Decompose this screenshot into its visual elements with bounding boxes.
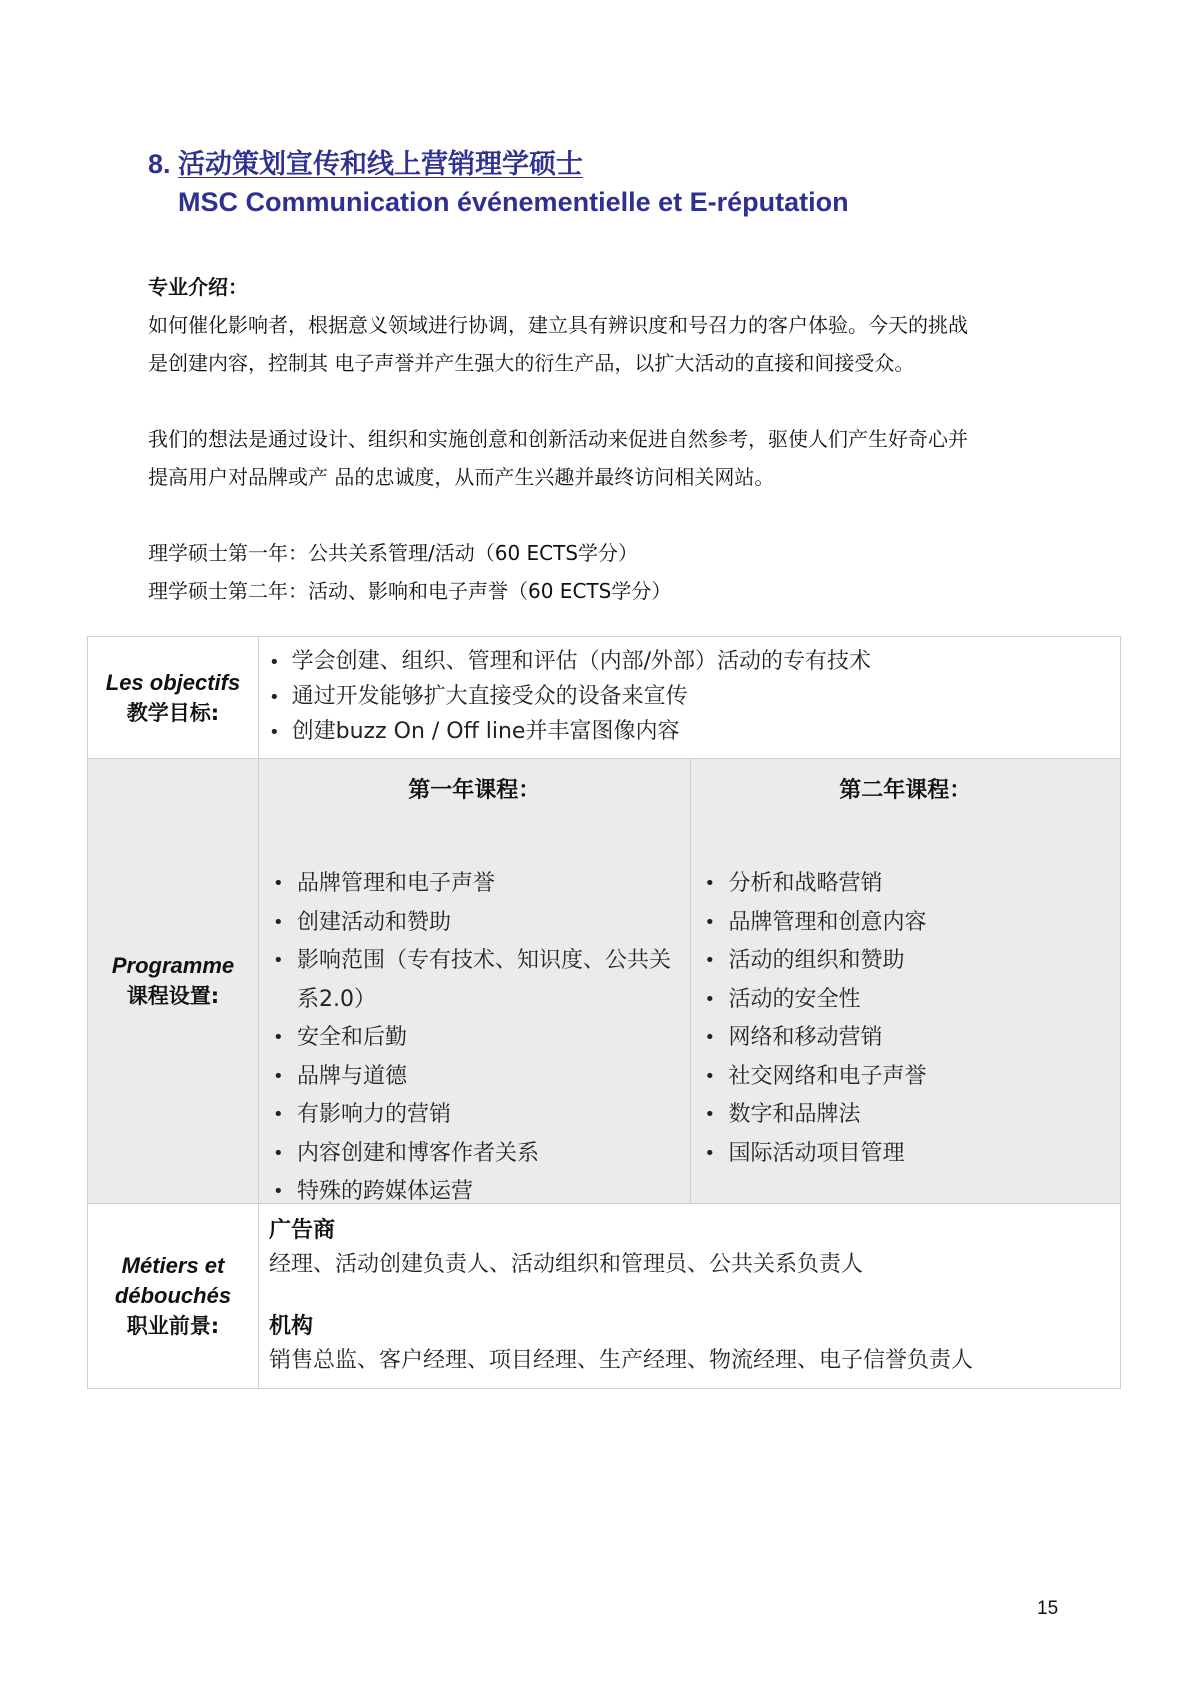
institution-text: 销售总监、客户经理、项目经理、生产经理、物流经理、电子信誉负责人 bbox=[269, 1348, 974, 1373]
intro-text: 是创建内容，控制其 电子声誉并产生强大的衍生产品，以扩大活动的直接和间接受众。 bbox=[148, 351, 915, 375]
section-title bbox=[148, 147, 849, 219]
year2-list bbox=[701, 865, 1111, 1173]
list-item: • 活动的安全性 bbox=[701, 981, 1111, 1020]
jobs-content bbox=[259, 1204, 1121, 1389]
intro-section bbox=[148, 268, 1088, 610]
programme-content bbox=[259, 759, 1121, 1204]
list-item: • 安全和后勤 bbox=[269, 1019, 680, 1058]
intro-text: 我们的想法是通过设计、组织和实施创意和创新活动来促进自然参考，驱使人们产生好奇心并 bbox=[148, 427, 968, 451]
list-item: • 学会创建、组织、管理和评估（内部/外部）活动的专有技术 bbox=[269, 645, 1110, 680]
intro-text: 提高用户对品牌或产 品的忠诚度，从而产生兴趣并最终访问相关网站。 bbox=[148, 465, 775, 489]
objectives-label: Les objectifs 教学目标: bbox=[88, 637, 259, 759]
title-zh: 活动策划宣传和线上营销理学硕士 bbox=[178, 149, 584, 179]
objectives-list bbox=[269, 645, 1110, 750]
jobs-row bbox=[88, 1204, 1121, 1389]
list-item: • 分析和战略营销 bbox=[701, 865, 1111, 904]
title-fr: MSC Communication événementielle et E-réputation bbox=[178, 187, 849, 217]
objectives-content bbox=[259, 637, 1121, 759]
program-table bbox=[87, 636, 1121, 1389]
jobs-label: Métiers et débouchés 职业前景: bbox=[88, 1204, 259, 1389]
year1-list bbox=[269, 865, 680, 1212]
year2-column bbox=[690, 759, 1121, 1203]
agency-text: 经理、活动创建负责人、活动组织和管理员、公共关系负责人 bbox=[269, 1252, 864, 1277]
institution-heading: 机构 bbox=[269, 1314, 314, 1339]
agency-heading: 广告商 bbox=[269, 1218, 336, 1243]
list-item: • 数字和品牌法 bbox=[701, 1096, 1111, 1135]
list-item: • 活动的组织和赞助 bbox=[701, 942, 1111, 981]
list-item: • 网络和移动营销 bbox=[701, 1019, 1111, 1058]
intro-heading: 专业介绍： bbox=[148, 275, 248, 299]
list-item: • 品牌与道德 bbox=[269, 1058, 680, 1097]
year2-info: 理学硕士第二年：活动、影响和电子声誉（60 ECTS学分） bbox=[148, 579, 672, 603]
list-item: • 创建活动和赞助 bbox=[269, 904, 680, 943]
list-item: • 有影响力的营销 bbox=[269, 1096, 680, 1135]
list-item: • 影响范围（专有技术、知识度、公共关系2.0） bbox=[269, 942, 680, 1019]
page-number: 15 bbox=[1037, 1598, 1059, 1619]
list-item: • 特殊的跨媒体运营 bbox=[269, 1173, 680, 1212]
year2-heading: 第二年课程： bbox=[839, 778, 972, 803]
year1-heading: 第一年课程： bbox=[408, 778, 541, 803]
list-item: • 品牌管理和电子声誉 bbox=[269, 865, 680, 904]
list-item: • 社交网络和电子声誉 bbox=[701, 1058, 1111, 1097]
programme-label: Programme 课程设置: bbox=[88, 759, 259, 1204]
list-item: • 内容创建和博客作者关系 bbox=[269, 1135, 680, 1174]
list-item: • 通过开发能够扩大直接受众的设备来宣传 bbox=[269, 680, 1110, 715]
year1-column bbox=[259, 759, 690, 1203]
list-item: • 国际活动项目管理 bbox=[701, 1135, 1111, 1174]
list-item: • 品牌管理和创意内容 bbox=[701, 904, 1111, 943]
programme-row bbox=[88, 759, 1121, 1204]
title-zh-line bbox=[148, 147, 849, 181]
section-number: 8. bbox=[148, 149, 171, 179]
objectives-row bbox=[88, 637, 1121, 759]
list-item: • 创建buzz On / Off line并丰富图像内容 bbox=[269, 715, 1110, 750]
year1-info: 理学硕士第一年：公共关系管理/活动（60 ECTS学分） bbox=[148, 541, 639, 565]
intro-text: 如何催化影响者，根据意义领域进行协调，建立具有辨识度和号召力的客户体验。今天的挑战 bbox=[148, 313, 968, 337]
